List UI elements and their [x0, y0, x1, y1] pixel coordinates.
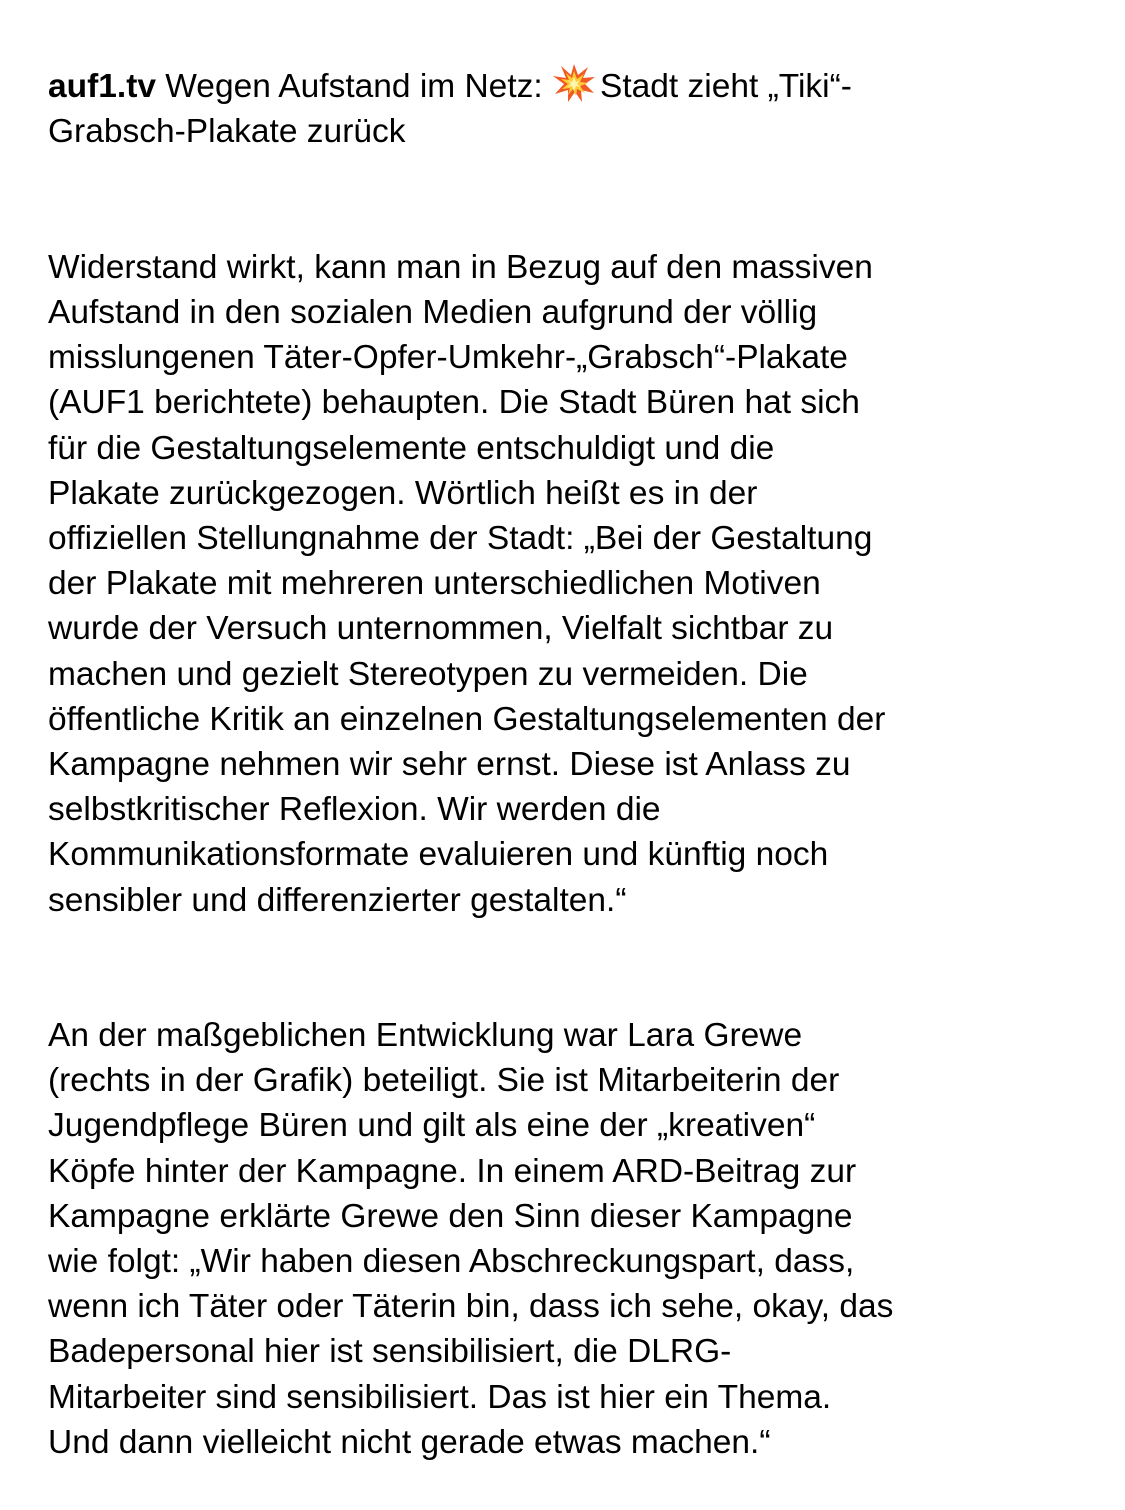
post-text [48, 18, 1088, 1510]
post-header [48, 63, 1088, 154]
paragraph-1: Widerstand wirkt, kann man in Bezug auf den massiven Aufstand in den sozialen Medien aufgrund der völlig misslungenen Täter-Opfer-Umkehr-„Grabsch“-Plakate (AUF1 berichtete) behaupten. Die Stadt Büren hat sich für die Gestaltungselemente entschuldigt und die Plakate zurückgezogen. Wörtlich heißt es in der offiziellen Stellungnahme der Stadt: „Bei der Gestaltung der Plakate mit mehreren unterschiedlichen Motiven wurde der Versuch unternommen, Vielfalt sichtbar zu machen und gezielt Stereotypen zu vermeiden. Die öffentliche Kritik an einzelnen Gestaltungselementen der Kampagne nehmen wir sehr ernst. Diese ist Anlass zu selbstkritischer Reflexion. Wir werden die Kommunikationsformate evaluieren und künftig noch sensibler und differenzierter gestalten.“ [48, 248, 886, 919]
headline-part-2: Stadt zieht „Tiki“- Grabsch-Plakate zurück [48, 68, 852, 151]
source-name: auf1.tv [48, 68, 156, 106]
headline-part-1: Wegen Aufstand im Netz: [165, 68, 543, 106]
collision-icon [552, 63, 596, 103]
paragraph-2: An der maßgeblichen Entwicklung war Lara Grewe (rechts in der Grafik) beteiligt. Sie ist Mitarbeiterin der Jugendpflege Büren und gilt als eine der „kreativen“ Köpfe hinter der Kampagne. In einem ARD-Beitrag zur Kampagne erklärte Grewe den Sinn dieser Kampagne wie folgt: „Wir haben diesen Abschreckungspart, dass, wenn ich Täter oder Täterin bin, dass ich sehe, okay, das Badepersonal hier ist sensibilisiert, die DLRG- Mitarbeiter sind sensibilisiert. Das ist hier ein Thema. Und dann vielleicht nicht gerade etwas machen.“ [48, 1017, 894, 1461]
